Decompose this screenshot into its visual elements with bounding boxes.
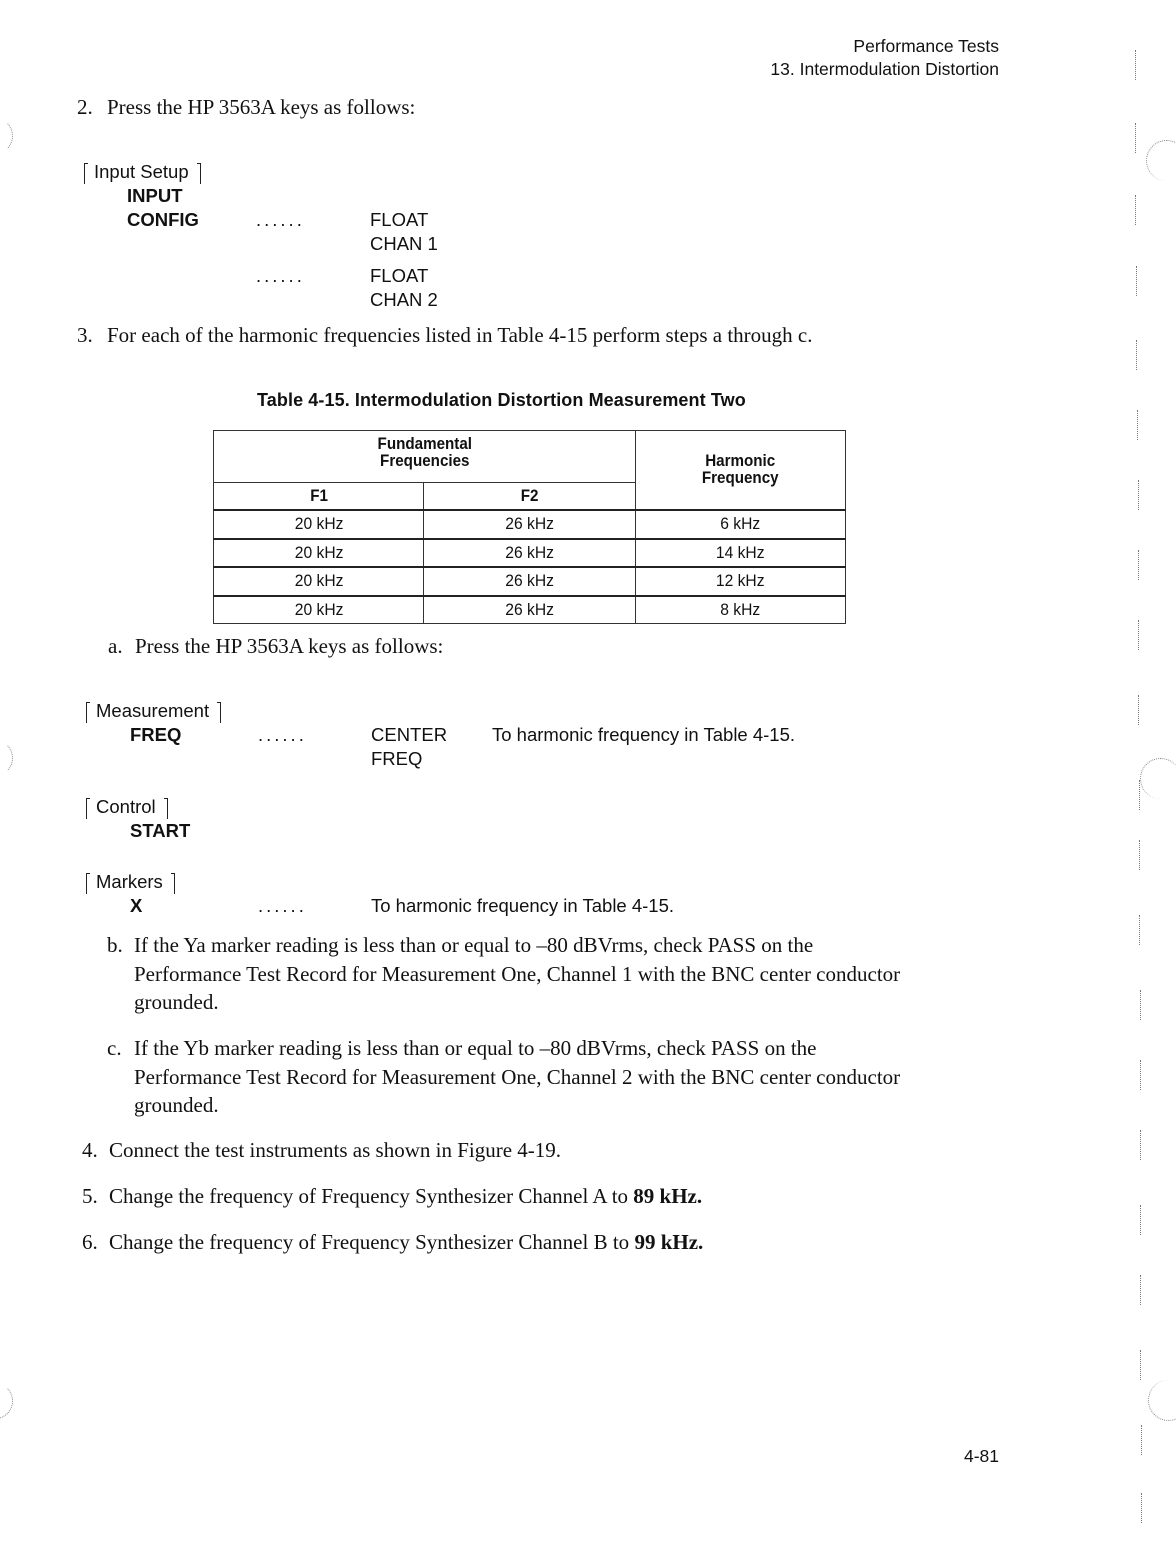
softkey-chan-1: CHAN 1	[370, 233, 438, 254]
cell-harmonic: 12 kHz	[643, 567, 837, 596]
cell-f1: 20 kHz	[222, 596, 415, 624]
step-2	[77, 95, 415, 120]
scan-edge-mark	[1141, 1425, 1142, 1455]
table-row	[214, 596, 846, 624]
page-number: 4-81	[964, 1446, 1000, 1466]
substep-label: a.	[108, 634, 123, 658]
substep-text: If the Yb marker reading is less than or equal to –80 dBVrms, check PASS on the Performance Test Record for Measurement One, Channel 2 with the BNC center conductor grounded.	[134, 1036, 901, 1117]
subsection-title: 13. Intermodulation Distortion	[770, 59, 999, 79]
cell-f2: 26 kHz	[432, 567, 626, 596]
cell-f2: 26 kHz	[432, 510, 626, 539]
scan-edge-mark	[1138, 480, 1139, 510]
leader-dots: ......	[256, 265, 305, 286]
substep-text: Press the HP 3563A keys as follows:	[135, 634, 444, 658]
step-number: 5.	[82, 1184, 98, 1208]
scan-edge-mark	[1140, 990, 1141, 1020]
hardkey-x: X	[130, 895, 143, 916]
scan-edge-mark	[1138, 620, 1139, 650]
key-group-measurement: Measurement	[86, 700, 221, 722]
frequency-value: 99 kHz.	[634, 1230, 704, 1254]
step-4	[82, 1138, 561, 1163]
cell-f1: 20 kHz	[222, 510, 415, 539]
header-fundamental-frequencies: Fundamental Frequencies	[230, 431, 618, 483]
header-f2: F2	[432, 483, 626, 511]
section-title: Performance Tests	[853, 36, 999, 56]
cell-f2: 26 kHz	[432, 596, 626, 624]
hardkey-input: INPUT	[127, 185, 183, 206]
step-number: 4.	[82, 1138, 98, 1162]
scan-edge-mark	[1140, 1350, 1141, 1380]
step-text: Change the frequency of Frequency Synthesizer Channel B to	[109, 1230, 635, 1254]
softkey-float-2: FLOAT	[370, 265, 429, 286]
scan-edge-mark	[1135, 195, 1136, 225]
running-head	[770, 35, 999, 81]
scan-edge-mark	[1141, 1493, 1142, 1523]
step-number: 3.	[77, 323, 93, 347]
scan-edge-mark	[1139, 780, 1140, 810]
substep-label: b.	[107, 933, 123, 957]
leader-dots: ......	[258, 895, 307, 916]
cell-f1: 20 kHz	[222, 567, 415, 596]
hardkey-freq: FREQ	[130, 724, 182, 745]
step-text: Connect the test instruments as shown in Figure 4-19.	[109, 1138, 562, 1162]
softkey-chan-2: CHAN 2	[370, 289, 438, 310]
scan-edge-mark	[1140, 1205, 1141, 1235]
table-header-row	[214, 431, 846, 483]
step-text: Change the frequency of Frequency Synthesizer Channel A to	[109, 1184, 634, 1208]
table-row	[214, 567, 846, 596]
table-row	[214, 539, 846, 568]
scan-edge-mark	[1136, 266, 1137, 296]
cell-f1: 20 kHz	[222, 539, 415, 568]
scan-edge-mark	[1139, 840, 1140, 870]
intermodulation-table	[213, 430, 846, 624]
step-6	[82, 1230, 703, 1255]
table-row	[214, 510, 846, 539]
key-group-markers: Markers	[86, 871, 175, 893]
scan-edge-mark	[1140, 758, 1176, 799]
step-number: 2.	[77, 95, 93, 119]
scan-edge-mark	[0, 740, 13, 776]
cell-harmonic: 6 kHz	[643, 510, 837, 539]
scan-edge-mark	[1148, 1380, 1176, 1421]
softkey-float-1: FLOAT	[370, 209, 429, 230]
leader-dots: ......	[256, 209, 305, 230]
scan-edge-mark	[1139, 915, 1140, 945]
step-number: 6.	[82, 1230, 98, 1254]
key-group-control: Control	[86, 796, 168, 818]
step-5	[82, 1184, 702, 1209]
scan-edge-mark	[1138, 695, 1139, 725]
cell-harmonic: 14 kHz	[643, 539, 837, 568]
softkey-freq: FREQ	[371, 748, 423, 769]
cell-f2: 26 kHz	[432, 539, 626, 568]
frequency-value: 89 kHz.	[633, 1184, 703, 1208]
header-harmonic-frequency: Harmonic Frequency	[643, 431, 837, 511]
scan-edge-mark	[1135, 50, 1136, 80]
hardkey-config: CONFIG	[127, 209, 199, 230]
scan-edge-mark	[1136, 340, 1137, 370]
scan-edge-mark	[1140, 1275, 1141, 1305]
substep-text: If the Ya marker reading is less than or equal to –80 dBVrms, check PASS on the Performance Test Record for Measurement One, Channel 1 with the BNC center conductor grounded.	[134, 933, 901, 1014]
scan-edge-mark	[1140, 1130, 1141, 1160]
hardkey-start: START	[130, 820, 191, 841]
entry-note: To harmonic frequency in Table 4-15.	[492, 724, 796, 745]
header-f1: F1	[222, 483, 415, 511]
scan-edge-mark	[0, 118, 13, 154]
cell-harmonic: 8 kHz	[643, 596, 837, 624]
softkey-center: CENTER	[371, 724, 448, 745]
scan-edge-mark	[1137, 410, 1138, 440]
leader-dots: ......	[258, 724, 307, 745]
key-group-input-setup: Input Setup	[84, 161, 201, 183]
table-caption: Table 4-15. Intermodulation Distortion Measurement Two	[257, 390, 746, 410]
entry-note: To harmonic frequency in Table 4-15.	[371, 895, 675, 916]
scan-edge-mark	[1146, 140, 1176, 181]
scan-edge-mark	[0, 1383, 13, 1419]
substep-label: c.	[107, 1036, 122, 1060]
scan-edge-mark	[1135, 123, 1136, 153]
step-3	[77, 323, 813, 348]
step-text: Press the HP 3563A keys as follows:	[107, 95, 416, 119]
step-text: For each of the harmonic frequencies listed in Table 4-15 perform steps a through c.	[107, 323, 813, 347]
scan-edge-mark	[1138, 550, 1139, 580]
scan-edge-mark	[1140, 1060, 1141, 1090]
